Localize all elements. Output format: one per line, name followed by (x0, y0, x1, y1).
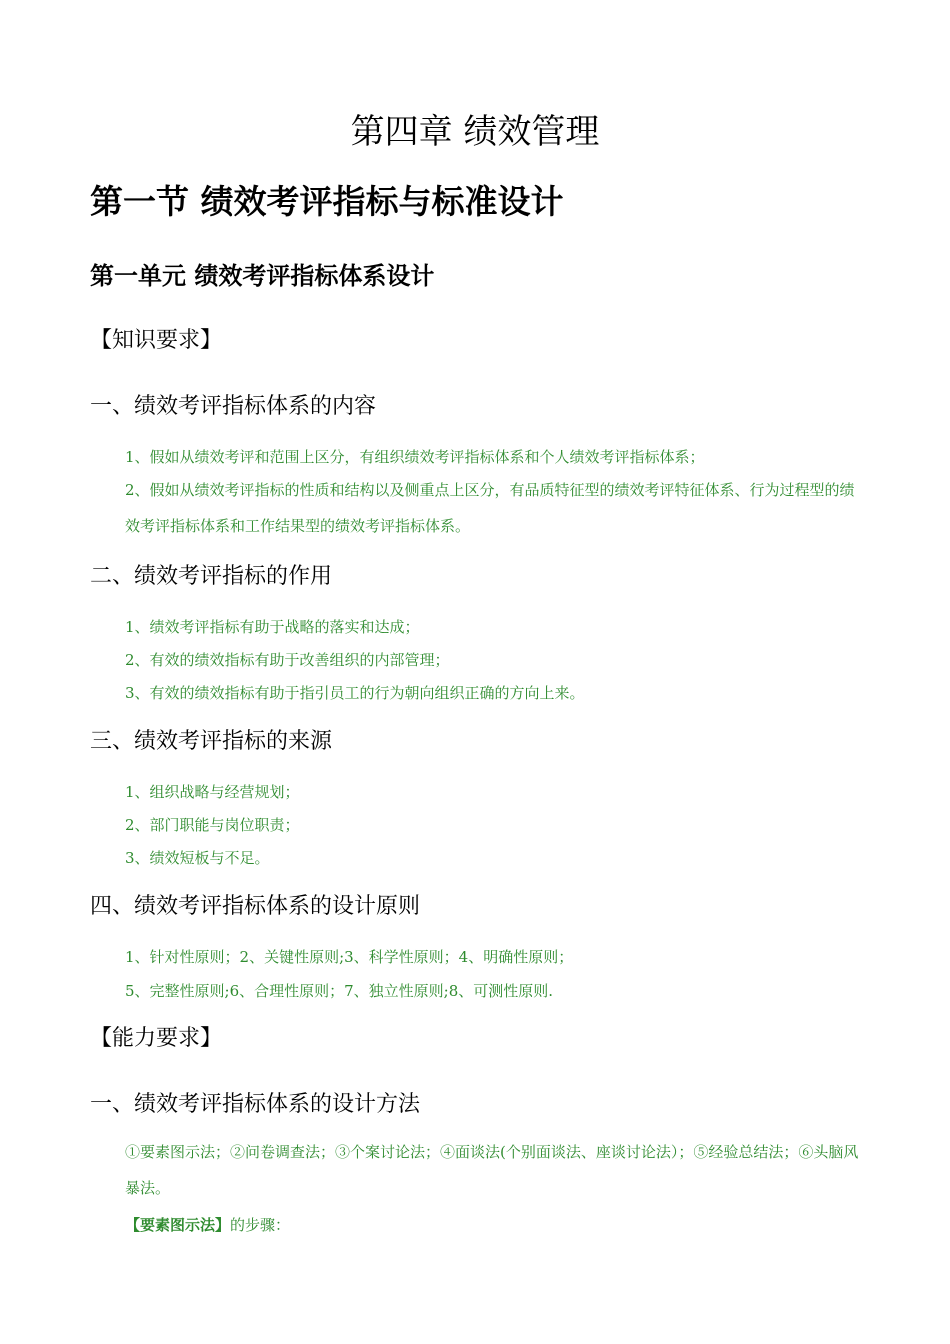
heading-indicator-source: 三、绩效考评指标的来源 (90, 729, 333, 754)
element-diagram-steps-line (125, 1214, 290, 1235)
list-item: 1、组织战略与经营规划； (125, 783, 300, 801)
element-diagram-label: 【要素图示法】 (125, 1216, 231, 1234)
heading-design-methods: 一、绩效考评指标体系的设计方法 (90, 1092, 421, 1117)
list-item: 2、部门职能与岗位职责； (125, 816, 300, 834)
list-item: 1、针对性原则；2、关键性原则;3、科学性原则；4、明确性原则； (125, 948, 574, 966)
methods-paragraph: ①要素图示法；②问卷调查法；③个案讨论法；④面谈法(个别面谈法、座谈讨论法）；⑤经验总结法；⑥头脑风暴法。 (125, 1143, 859, 1197)
knowledge-requirements-title: 【知识要求】 (90, 328, 223, 353)
list-item: 2、有效的绩效指标有助于改善组织的内部管理； (125, 651, 450, 669)
heading-system-content: 一、绩效考评指标体系的内容 (90, 394, 377, 419)
unit-title: 第一单元 绩效考评指标体系设计 (90, 262, 435, 290)
list-item: 3、绩效短板与不足。 (125, 849, 270, 867)
list-item: 3、有效的绩效指标有助于指引员工的行为朝向组织正确的方向上来。 (125, 684, 585, 702)
list-item: 2、假如从绩效考评指标的性质和结构以及侧重点上区分，有品质特征型的绩效考评特征体系、行为过程型的绩效考评指标体系和工作结果型的绩效考评指标体系。 (125, 481, 855, 535)
list-item: 1、绩效考评指标有助于战略的落实和达成； (125, 618, 420, 636)
ability-requirements-title: 【能力要求】 (90, 1026, 223, 1051)
list-item: 5、完整性原则;6、合理性原则；7、独立性原则;8、可测性原则. (125, 982, 554, 1000)
chapter-title: 第四章 绩效管理 (350, 112, 600, 152)
steps-suffix: 的步骤： (230, 1216, 291, 1234)
heading-indicator-role: 二、绩效考评指标的作用 (90, 564, 333, 589)
heading-design-principles: 四、绩效考评指标体系的设计原则 (90, 894, 421, 919)
section-title: 第一节 绩效考评指标与标准设计 (90, 182, 564, 221)
list-item: 1、假如从绩效考评和范围上区分，有组织绩效考评指标体系和个人绩效考评指标体系； (125, 448, 705, 466)
